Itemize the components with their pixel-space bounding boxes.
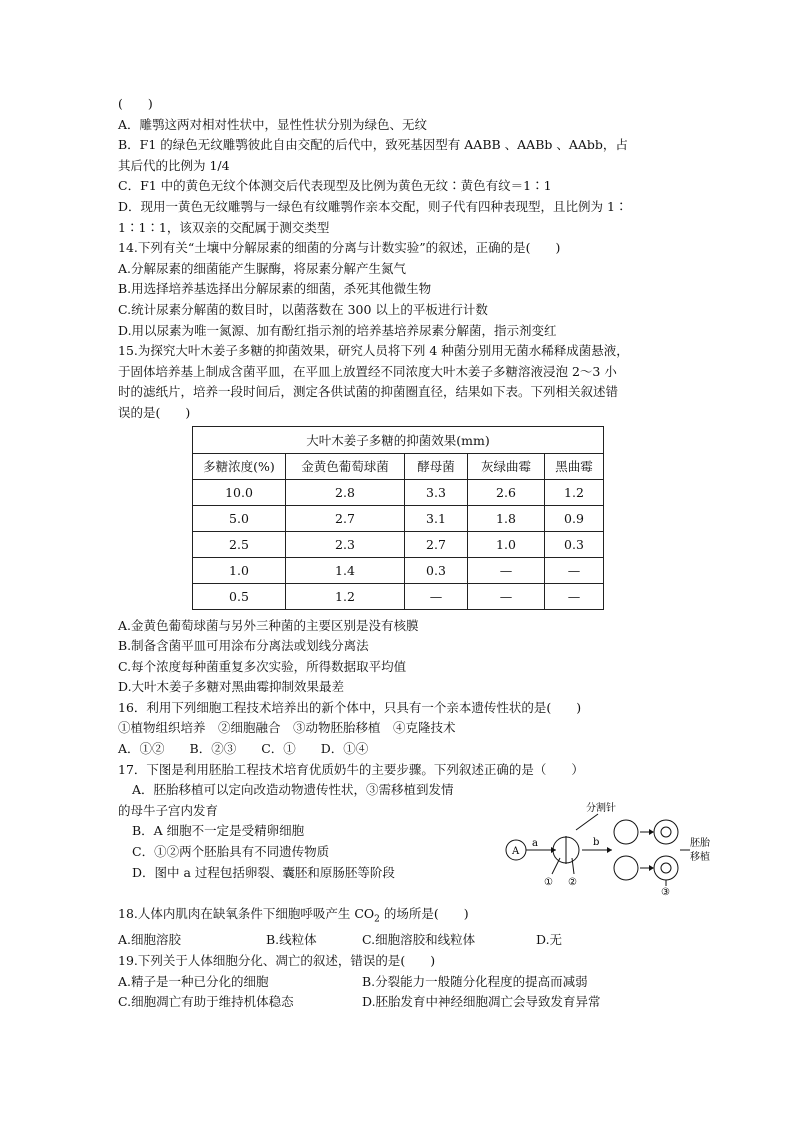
q17-body [118, 780, 710, 904]
q15-stem-line3: 时的滤纸片，培养一段时间后，测定各供试菌的抑菌圈直径，结果如下表。下列相关叙述错 [118, 384, 619, 400]
table-row [193, 479, 604, 505]
q18-stem-subscript: 2 [374, 914, 380, 925]
q15-stem-line1: 15.为探究大叶木姜子多糖的抑菌效果，研究人员将下列 4 种菌分别用无菌水稀释成菌悬液， [118, 343, 629, 359]
embryo-splitting-diagram [502, 800, 714, 912]
q13-paren: ( ) [118, 96, 153, 111]
q15-option-d: D.大叶木姜子多糖对黑曲霉抑制效果最差 [118, 679, 345, 695]
q19-options-row2 [118, 992, 678, 1013]
q19-options-row1 [118, 972, 678, 993]
antibacterial-table [192, 426, 604, 610]
exam-page [118, 94, 710, 1013]
table-cell: 0.3 [405, 557, 468, 583]
table-cell: 2.7 [286, 505, 405, 531]
table-header: 金黄色葡萄球菌 [286, 453, 405, 479]
q13-option-b-line2: 其后代的比例为 1/4 [118, 157, 230, 173]
q15-stem-line4: 误的是( ) [118, 404, 191, 420]
table-cell: 0.5 [193, 583, 286, 609]
question-15 [118, 341, 678, 698]
q19-option-b: B.分裂能力一般随分化程度的提高而减弱 [362, 973, 588, 989]
table-cell: 1.8 [468, 505, 545, 531]
transfer-label-1: 胚胎 [690, 838, 710, 850]
transfer-label-2: 移植 [690, 852, 710, 864]
q13-option-d-line1: D．现用一黄色无纹雕鹗与一绿色有纹雕鹗作亲本交配，则子代有四种表现型，且比例为 1∶ [118, 198, 628, 214]
q18-option-b: B.线粒体 [266, 932, 317, 948]
q15-option-a: A.金黄色葡萄球菌与另外三种菌的主要区别是没有核膜 [118, 617, 419, 633]
table-cell: — [405, 583, 468, 609]
table-cell: 0.3 [545, 531, 604, 557]
q15-stem-line2: 于固体培养基上制成含菌平皿，在平皿上放置经不同浓度大叶木姜子多糖溶液浸泡 2～3 小 [118, 363, 617, 379]
table-cell: 2.5 [193, 531, 286, 557]
q18-stem-tail: 的场所是( ) [379, 906, 469, 922]
arrow-a-label: a [532, 838, 538, 850]
table-row [193, 583, 604, 609]
arrow-d-head [649, 865, 654, 871]
half-embryo-1 [614, 820, 638, 844]
q14-option-a: A.分解尿素的细菌能产生脲酶，将尿素分解产生氮气 [118, 260, 407, 276]
q18-option-c: C.细胞溶胶和线粒体 [362, 932, 476, 948]
embryo-1-inner [661, 827, 671, 837]
q18-stem-text: 18.人体内肌肉在缺氧条件下细胞呼吸产生 CO [118, 906, 375, 922]
q17-option-a-line2: 的母牛子宫内发育 [118, 802, 219, 818]
q13-option-c: C．F1 中的黄色无纹个体测交后代表现型及比例为黄色无纹∶黄色有纹＝1∶1 [118, 178, 552, 194]
table-cell: — [468, 557, 545, 583]
q13-option-b-line1: B．F1 的绿色无纹雕鹗彼此自由交配的后代中，致死基因型有 AABB 、AABb 、AAbb，占 [118, 137, 628, 153]
question-16 [118, 698, 678, 760]
q18-options [118, 930, 678, 951]
table-header-row [193, 453, 604, 479]
table-header: 灰绿曲霉 [468, 453, 545, 479]
table-row [193, 557, 604, 583]
table-caption-row [193, 426, 604, 453]
table-cell: — [468, 583, 545, 609]
embryo-2 [654, 856, 678, 880]
q14-option-d: D.用以尿素为唯一氮源、加有酚红指示剂的培养基培养尿素分解菌，指示剂变红 [118, 322, 557, 338]
q17-option-b: B．A 细胞不一定是受精卵细胞 [132, 823, 305, 839]
half-embryo-2 [614, 856, 638, 880]
table-cell: 5.0 [193, 505, 286, 531]
q19-stem: 19.下列关于人体细胞分化、凋亡的叙述，错误的是( ) [118, 952, 436, 968]
table-row [193, 531, 604, 557]
q16-stem: 16．利用下列细胞工程技术培养出的新个体中，只具有一个亲本遗传性状的是( ) [118, 699, 582, 715]
q19-option-c: C.细胞凋亡有助于维持机体稳态 [118, 994, 294, 1010]
q14-stem: 14.下列有关“土壤中分解尿素的细菌的分离与计数实验”的叙述，正确的是( ) [118, 240, 561, 256]
q19-option-d: D.胚胎发育中神经细胞凋亡会导致发育异常 [362, 994, 601, 1010]
table-cell: 2.8 [286, 479, 405, 505]
q17-option-d: D．图中 a 过程包括卵裂、囊胚和原肠胚等阶段 [132, 864, 395, 880]
needle-label: 分割针 [586, 803, 616, 815]
table-cell: 2.7 [405, 531, 468, 557]
q16-options: A．①② B．②③ C．① D．①④ [118, 741, 369, 757]
table-cell: 1.0 [193, 557, 286, 583]
table-cell: 1.4 [286, 557, 405, 583]
question-17 [118, 760, 710, 905]
table-caption: 大叶木姜子多糖的抑菌效果(mm) [193, 426, 604, 453]
label-1: ① [544, 877, 553, 889]
needle-pointer [576, 814, 598, 830]
table-header: 多糖浓度(%) [193, 453, 286, 479]
question-13-options [118, 94, 678, 238]
arrow-c-head [649, 829, 654, 835]
q18-option-a: A.细胞溶胶 [118, 932, 182, 948]
table-cell: 3.3 [405, 479, 468, 505]
table-header: 黑曲霉 [545, 453, 604, 479]
q15-option-b: B.制备含菌平皿可用涂布分离法或划线分离法 [118, 638, 369, 654]
arrow-b-label: b [593, 837, 600, 849]
cell-a-label: A [512, 846, 520, 858]
table-cell: 1.2 [545, 479, 604, 505]
q19-option-a: A.精子是一种已分化的细胞 [118, 973, 269, 989]
table-cell: 2.6 [468, 479, 545, 505]
table-cell: 0.9 [545, 505, 604, 531]
arrow-b-head [607, 847, 612, 853]
question-19 [118, 951, 678, 1013]
q16-items: ①植物组织培养 ②细胞融合 ③动物胚胎移植 ④克隆技术 [118, 720, 456, 736]
table-cell: 1.0 [468, 531, 545, 557]
embryo-1 [654, 820, 678, 844]
q13-option-d-line2: 1∶1∶1，该双亲的交配属于测交类型 [118, 219, 330, 235]
table-cell: 10.0 [193, 479, 286, 505]
q15-option-c: C.每个浓度每种菌重复多次实验，所得数据取平均值 [118, 658, 407, 674]
table-row [193, 505, 604, 531]
label-2: ② [568, 877, 577, 889]
q13-option-a: A．雕鹗这两对相对性状中，显性性状分别为绿色、无纹 [118, 116, 428, 132]
table-cell: — [545, 557, 604, 583]
q17-option-c: C．①②两个胚胎具有不同遗传物质 [132, 844, 330, 860]
q14-option-c: C.统计尿素分解菌的数目时，以菌落数在 300 以上的平板进行计数 [118, 301, 488, 317]
q14-option-b: B.用选择培养基选择出分解尿素的细菌，杀死其他微生物 [118, 281, 432, 297]
question-14 [118, 238, 678, 341]
q17-option-a-line1: A．胚胎移植可以定向改造动物遗传性状，③需移植到发情 [132, 782, 454, 798]
table-header: 酵母菌 [405, 453, 468, 479]
q17-stem: 17．下图是利用胚胎工程技术培育优质奶牛的主要步骤。下列叙述正确的是（ ） [118, 761, 584, 777]
embryo-2-inner [661, 863, 671, 873]
pointer-1 [552, 858, 560, 874]
table-cell: 1.2 [286, 583, 405, 609]
table-cell: 2.3 [286, 531, 405, 557]
table-cell: 3.1 [405, 505, 468, 531]
q18-option-d: D.无 [536, 932, 563, 948]
label-3: ③ [661, 887, 670, 899]
table-cell: — [545, 583, 604, 609]
q17-options [118, 780, 508, 883]
